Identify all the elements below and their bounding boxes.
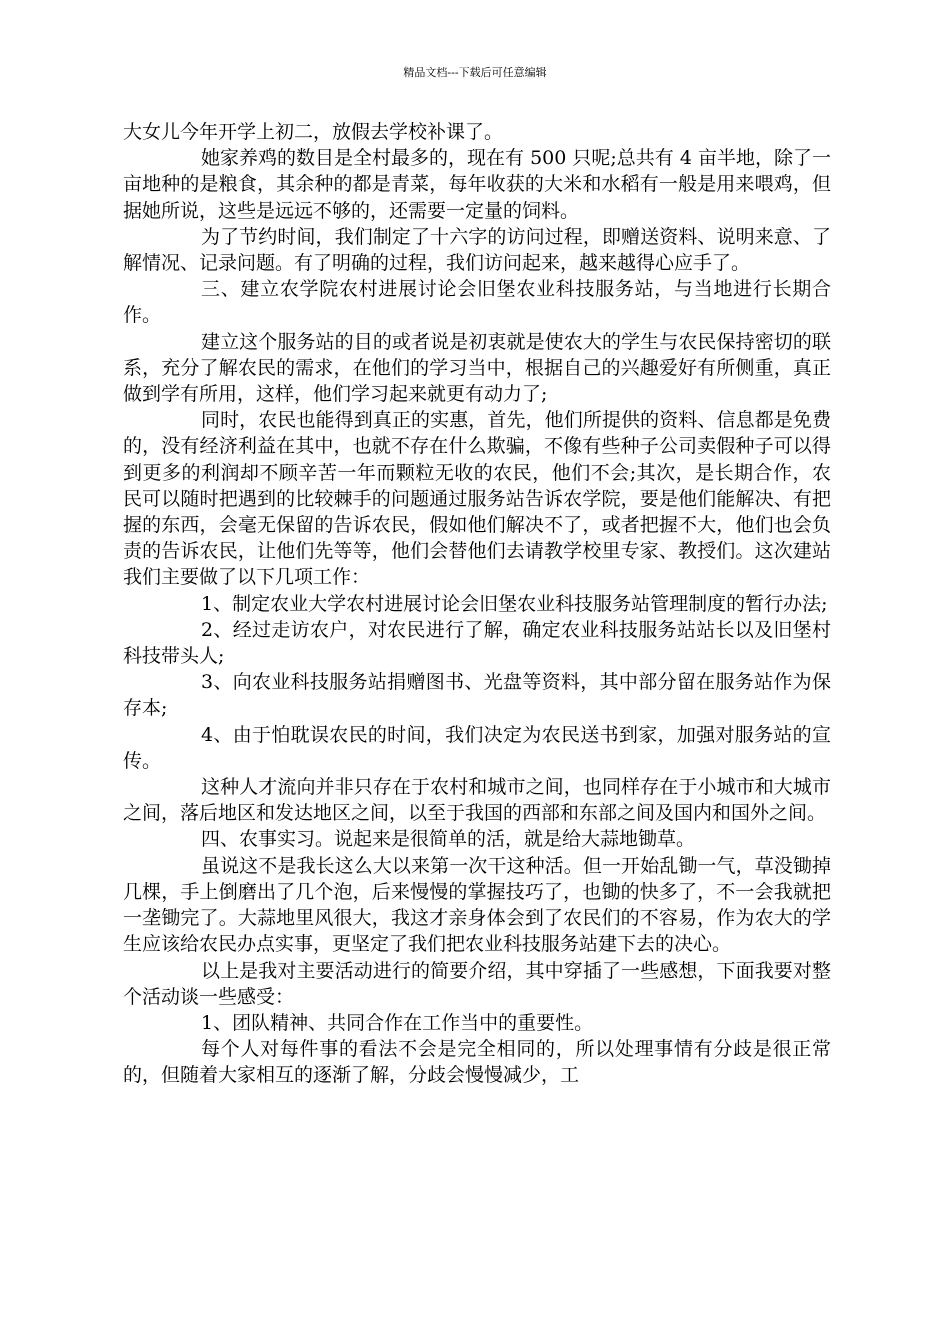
- paragraph: 大女儿今年开学上初二，放假去学校补课了。: [123, 121, 504, 143]
- list-item: 1、制定农业大学农村进展讨论会旧堡农业科技服务站管理制度的暂行办法;: [201, 592, 828, 615]
- paragraph: 以上是我对主要活动进行的简要介绍，其中穿插了一些感想，下面我要对整个活动谈一些感受：: [123, 959, 831, 1008]
- section-heading: 三、建立农学院农村进展讨论会旧堡农业科技服务站，与当地进行长期合作。: [123, 278, 831, 327]
- paragraph: 同时，农民也能得到真正的实惠，首先，他们所提供的资料、信息都是免费的，没有经济利益在其中，也就不存在什么欺骗，不像有些种子公司卖假种子可以得到更多的利润却不顾辛苦一年而颗粒无收的农民，他们不会;其次，是长期合作，农民可以随时把遇到的比较棘手的问题通过服务站告诉农学院，要是他们能解决、有把握的东西，会毫无保留的告诉农民，假如他们解决不了，或者把握不大，他们也会负责的告诉农民，让他们先等等，他们会替他们去请教学校里专家、教授们。这次建站我们主要做了以下几项工作：: [123, 409, 831, 589]
- paragraph: 她家养鸡的数目是全村最多的，现在有 500 只呢;总共有 4 亩半地，除了一亩地种的是粮食，其余种的都是青菜，每年收获的大米和水稻有一般是用来喂鸡，但据她所说，这些是远远不够的，还需要一定量的饲料。: [123, 147, 831, 222]
- section-heading: 四、农事实习。说起来是很简单的活，就是给大蒜地锄草。: [201, 828, 696, 851]
- list-item: 2、经过走访农户，对农民进行了解，确定农业科技服务站站长以及旧堡村科技带头人;: [123, 618, 831, 668]
- paragraph: 这种人才流向并非只存在于农村和城市之间，也同样存在于小城市和大城市之间，落后地区和发达地区之间，以至于我国的西部和东部之间及国内和国外之间。: [123, 776, 831, 825]
- list-item: 4、由于怕耽误农民的时间，我们决定为农民送书到家，加强对服务站的宣传。: [123, 723, 831, 772]
- paragraph: 建立这个服务站的目的或者说是初衷就是使农大的学生与农民保持密切的联系，充分了解农民的需求，在他们的学习当中，根据自己的兴趣爱好有所侧重，真正做到学有所用，这样，他们学习起来就更有动力了;: [123, 330, 831, 406]
- document-body: [123, 119, 831, 1089]
- list-item: 3、向农业科技服务站捐赠图书、光盘等资料，其中部分留在服务站作为保存本;: [123, 671, 831, 720]
- paragraph: 每个人对每件事的看法不会是完全相同的，所以处理事情有分歧是很正常的，但随着大家相互的逐渐了解，分歧会慢慢减少，工: [123, 1038, 831, 1087]
- paragraph: 虽说这不是我长这么大以来第一次干这种活。但一开始乱锄一气，草没锄掉几棵，手上倒磨出了几个泡，后来慢慢的掌握技巧了，也锄的快多了，不一会我就把一垄锄完了。大蒜地里风很大，我这才亲身体会到了农民们的不容易，作为农大的学生应该给农民办点实事，更坚定了我们把农业科技服务站建下去的决心。: [123, 854, 831, 956]
- page-header: 精品文档---下载后可任意编辑: [403, 66, 547, 79]
- list-item: 1、团队精神、共同合作在工作当中的重要性。: [201, 1011, 594, 1034]
- paragraph: 为了节约时间，我们制定了十六字的访问过程，即赠送资料、说明来意、了解情况、记录问题。有了明确的过程，我们访问起来，越来越得心应手了。: [123, 225, 831, 275]
